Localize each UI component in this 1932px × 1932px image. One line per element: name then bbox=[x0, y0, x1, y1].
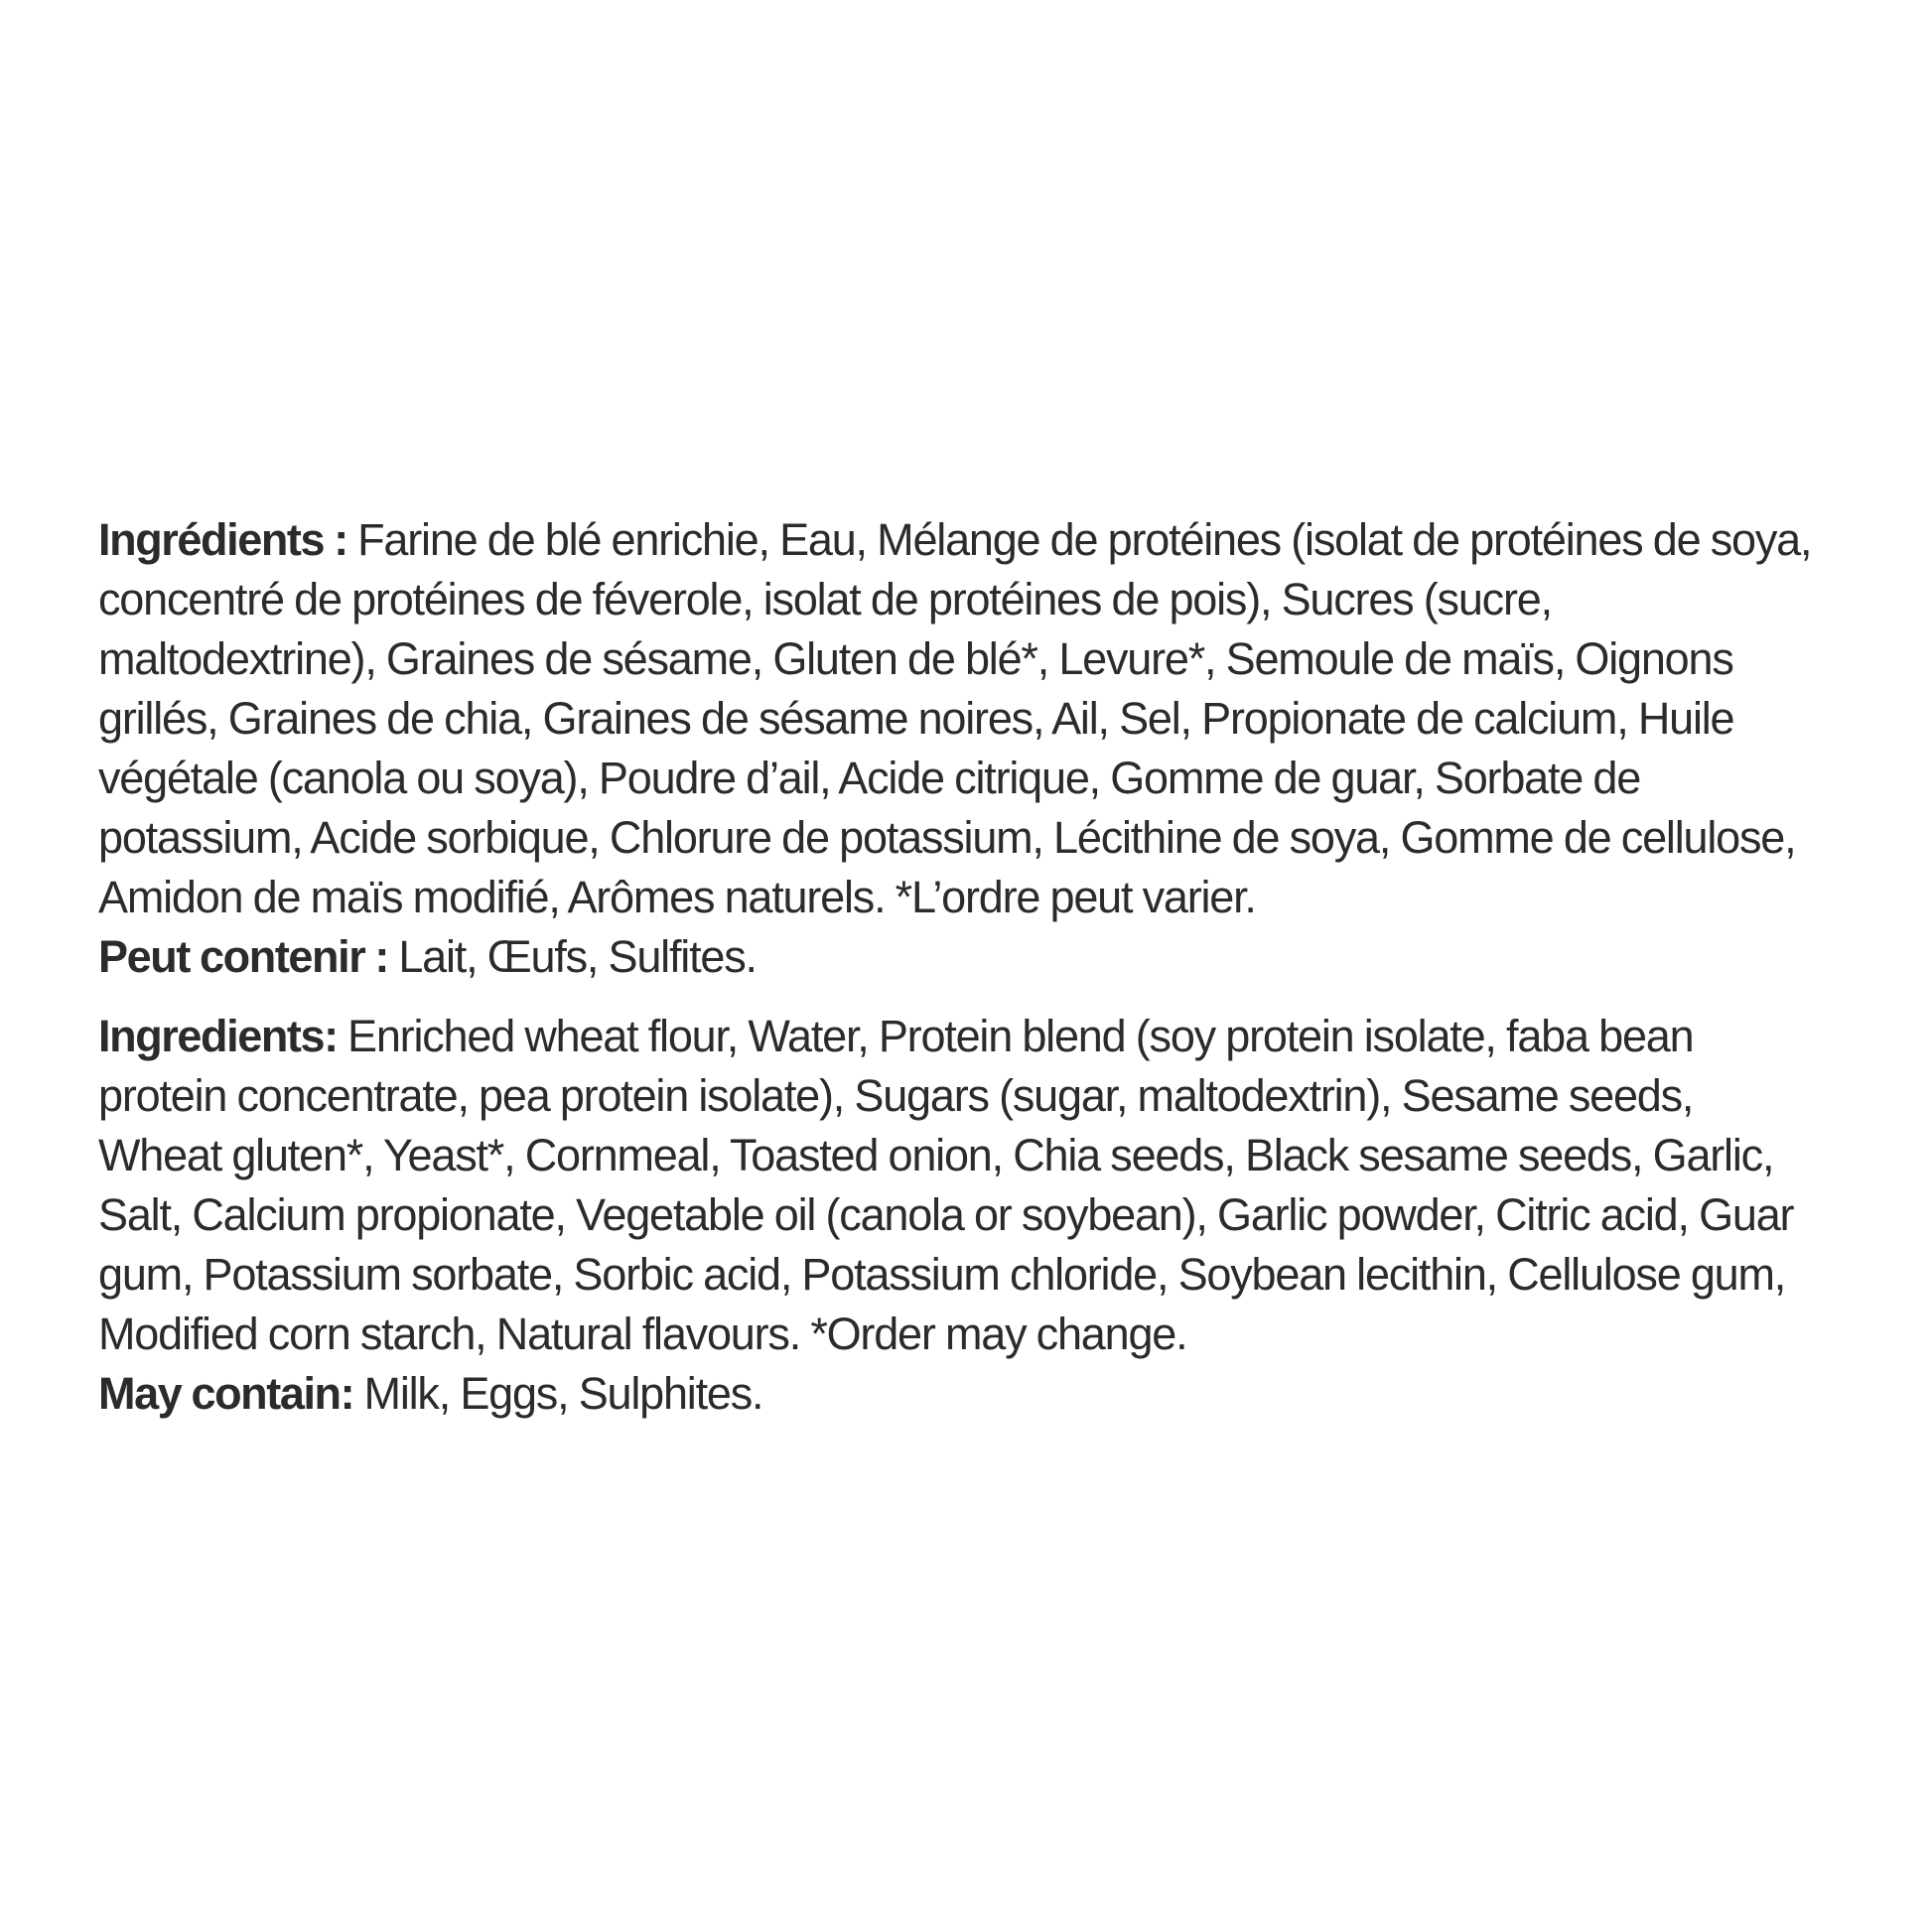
english-ingredients-line-3: Wheat gluten*, Yeast*, Cornmeal, Toasted onion, Chia seeds, Black sesame seeds, Garlic, bbox=[98, 1130, 1774, 1180]
english-may-contain-line bbox=[98, 1364, 1875, 1424]
english-ingredients-line-6: Modified corn starch, Natural flavours. *Order may change. bbox=[98, 1309, 1187, 1359]
french-ingredients-text: Farine de blé enrichie, Eau, Mélange de protéines (isolat de protéines de soya, bbox=[346, 514, 1812, 565]
english-ingredients-line-2: protein concentrate, pea protein isolate), Sugars (sugar, maltodextrin), Sesame seeds, bbox=[98, 1070, 1694, 1121]
english-ingredients-line-1 bbox=[98, 1007, 1875, 1066]
english-may-contain-heading: May contain: bbox=[98, 1368, 354, 1419]
french-ingredients-line-2: concentré de protéines de féverole, isolat de protéines de pois), Sucres (sucre, bbox=[98, 574, 1552, 624]
english-ingredients-block bbox=[98, 1007, 1875, 1424]
french-ingredients-line-1 bbox=[98, 510, 1875, 570]
french-ingredients-line-6: potassium, Acide sorbique, Chlorure de potassium, Lécithine de soya, Gomme de cellulose, bbox=[98, 812, 1796, 863]
english-ingredients-line-5: gum, Potassium sorbate, Sorbic acid, Potassium chloride, Soybean lecithin, Cellulose gum, bbox=[98, 1249, 1786, 1300]
english-may-contain-text: Milk, Eggs, Sulphites. bbox=[353, 1368, 763, 1419]
french-ingredients-block bbox=[98, 510, 1875, 987]
ingredients-label-panel bbox=[98, 510, 1875, 1424]
english-ingredients-text: Enriched wheat flour, Water, Protein blend (soy protein isolate, faba bean bbox=[337, 1011, 1694, 1061]
french-may-contain-text: Lait, Œufs, Sulfites. bbox=[388, 931, 757, 982]
french-ingredients-line-4: grillés, Graines de chia, Graines de sésame noires, Ail, Sel, Propionate de calcium, Huile bbox=[98, 693, 1734, 744]
french-may-contain-heading: Peut contenir : bbox=[98, 931, 389, 982]
french-ingredients-heading: Ingrédients : bbox=[98, 514, 347, 565]
english-ingredients-line-4: Salt, Calcium propionate, Vegetable oil (canola or soybean), Garlic powder, Citric acid, Guar bbox=[98, 1189, 1794, 1240]
french-ingredients-line-7: Amidon de maïs modifié, Arômes naturels. *L’ordre peut varier. bbox=[98, 872, 1256, 922]
french-ingredients-line-5: végétale (canola ou soya), Poudre d’ail, Acide citrique, Gomme de guar, Sorbate de bbox=[98, 753, 1641, 803]
french-may-contain-line bbox=[98, 927, 1875, 987]
english-ingredients-heading: Ingredients: bbox=[98, 1011, 338, 1061]
french-ingredients-line-3: maltodextrine), Graines de sésame, Gluten de blé*, Levure*, Semoule de maïs, Oignons bbox=[98, 633, 1733, 684]
